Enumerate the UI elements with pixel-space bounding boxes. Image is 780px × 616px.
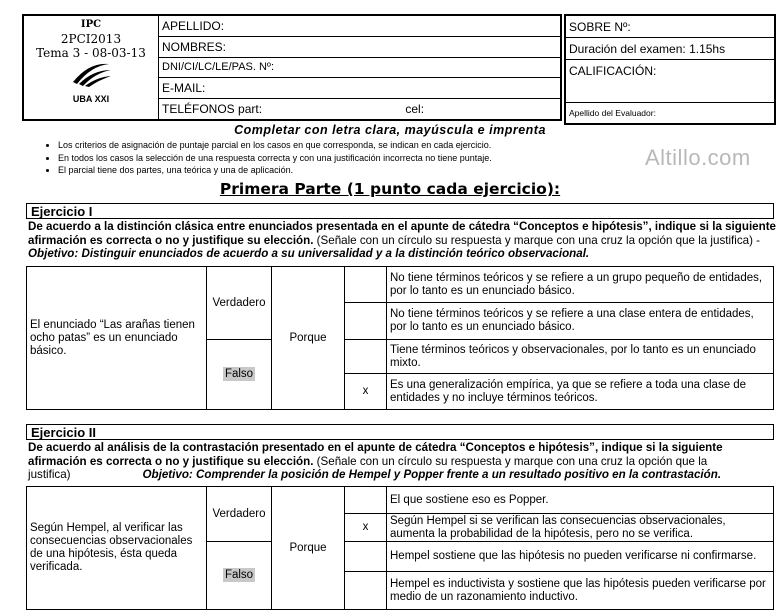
rule-item: • El parcial tiene dos partes, una teórica y una de aplicación.	[58, 164, 638, 177]
uba-logo-icon	[69, 60, 113, 88]
student-info-box	[22, 14, 562, 121]
dni-field[interactable]: DNI/CI/LC/LE/PAS. Nº:	[159, 57, 562, 78]
subject-code: IPC	[80, 19, 102, 30]
ej2-mark-1[interactable]	[345, 487, 387, 514]
ej2-mark-4[interactable]	[345, 572, 387, 610]
ej2-falso-label: Falso	[224, 569, 254, 581]
ej1-prompt-bold: De acuerdo a la distinción clásica entre enunciados presentada en el apunte de cátedra “Conceptos e hipótesis”, indique si la siguiente afirmación es correcta o no y justifique su elección.	[28, 220, 777, 247]
duracion-label: Duración del examen: 1.15hs	[565, 38, 775, 60]
ej2-verdadero-option[interactable]: Verdadero	[207, 487, 272, 542]
ej1-falso-option[interactable]	[207, 340, 272, 410]
exam-code: 2PCI2013	[60, 32, 122, 46]
evaluador-field[interactable]: Apellido del Evaluador:	[565, 103, 775, 125]
nombres-field[interactable]: NOMBRES:	[159, 36, 562, 57]
apellido-field[interactable]: APELLIDO:	[159, 15, 562, 36]
ej2-objective: Objetivo: Comprender la posición de Hempel y Popper frente a un resultado positivo en la contrastación.	[142, 468, 722, 481]
telefonos-label: TELÉFONOS part:	[162, 102, 263, 117]
ej1-prompt-normal: (Señale con un círculo su respuesta y marque con una cruz la opción que la justifica) -	[313, 233, 761, 247]
sobre-field[interactable]: SOBRE Nº:	[565, 15, 775, 38]
ej2-option-4: Hempel es inductivista y sostiene que las hipótesis pueden verificarse por medio de un razonamiento inductivo.	[387, 572, 774, 610]
ej1-option-4: Es una generalización empírica, ya que se refiere a toda una clase de entidades y no incluye términos teóricos.	[387, 374, 774, 410]
instructions-title: Completar con letra clara, mayúscula e imprenta	[234, 123, 546, 137]
ej2-answer-table	[26, 486, 774, 610]
ej2-option-3: Hempel sostiene que las hipótesis no pueden verificarse ni confirmarse.	[387, 542, 774, 572]
telefonos-field[interactable]	[159, 99, 562, 120]
ej1-mark-3[interactable]	[345, 340, 387, 374]
ej1-verdadero-option[interactable]: Verdadero	[207, 267, 272, 340]
ej1-objective: Objetivo: Distinguir enunciados de acuerdo a su universalidad y a la distinción teórico observacional.	[28, 247, 590, 260]
ej1-mark-4[interactable]: x	[345, 374, 387, 410]
exam-tema: Tema 3 - 08-03-13	[36, 46, 146, 60]
ej2-option-1: El que sostiene eso es Popper.	[387, 487, 774, 514]
email-field[interactable]: E-MAIL:	[159, 78, 562, 99]
ej1-answer-table	[26, 266, 774, 410]
ej2-mark-3[interactable]	[345, 542, 387, 572]
ej1-title: Ejercicio I	[26, 203, 774, 219]
rules-list	[44, 139, 638, 177]
ej2-porque: Porque	[272, 487, 345, 610]
ej2-statement: Según Hempel, al verificar las consecuencias observacionales de una hipótesis, ésta queda verificada.	[27, 487, 207, 610]
rule-item: • Los criterios de asignación de puntaje parcial en los casos en que corresponda, se indican en cada ejercicio.	[58, 139, 638, 152]
ej1-mark-1[interactable]	[345, 267, 387, 303]
watermark: Altillo.com	[645, 145, 751, 170]
ej2-falso-option[interactable]	[207, 542, 272, 610]
ej1-option-3: Tiene términos teóricos y observacionales, por lo tanto es un enunciado mixto.	[387, 340, 774, 374]
ej2-prompt-bold: De acuerdo al análisis de la contrastación presentado en el apunte de cátedra “Conceptos e hipótesis”, indique si la siguiente afirmación es correcta o no y justifique su elección.	[28, 441, 723, 468]
ej2-prompt-normal: (Señale con un círculo su respuesta y marque con una cruz la opción que la justifica)	[28, 454, 708, 481]
ej2-option-2: Según Hempel si se verifican las consecuencias observacionales, aumenta la probabilidad de la hipótesis, pero no se verifica.	[387, 514, 774, 542]
ej1-option-1: No tiene términos teóricos y se refiere a un grupo pequeño de entidades, por lo tanto es un enunciado básico.	[387, 267, 774, 303]
calificacion-field[interactable]: CALIFICACIÓN:	[565, 60, 775, 103]
exam-info-box	[564, 14, 776, 125]
ej2-mark-2[interactable]: x	[345, 514, 387, 542]
ej1-prompt	[28, 220, 776, 261]
institution-block	[23, 15, 159, 120]
part-title: Primera Parte (1 punto cada ejercicio):	[219, 180, 561, 198]
ej1-option-2: No tiene términos teóricos y se refiere a una clase entera de entidades, por lo tanto es un enunciado básico.	[387, 303, 774, 340]
logo-text: UBA XXI	[72, 94, 110, 104]
ej1-falso-label: Falso	[224, 368, 254, 380]
ej1-mark-2[interactable]	[345, 303, 387, 340]
rule-item: • En todos los casos la selección de una respuesta correcta y con una justificación incorrecta no tiene puntaje.	[58, 152, 638, 165]
ej2-title: Ejercicio II	[26, 424, 774, 440]
ej1-porque: Porque	[272, 267, 345, 410]
ej2-prompt	[28, 441, 776, 482]
cel-label: cel:	[405, 102, 425, 117]
ej1-statement: El enunciado “Las arañas tienen ocho patas” es un enunciado básico.	[27, 267, 207, 410]
